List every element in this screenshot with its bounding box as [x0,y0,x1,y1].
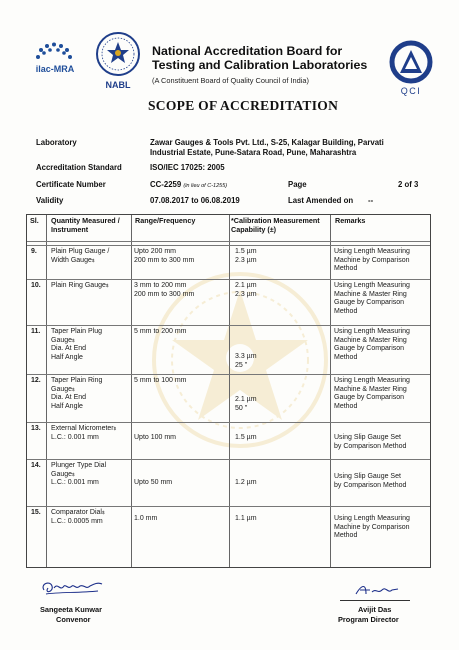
row-13-q1-text: External Micrometer [51,425,114,432]
row-11-cmc [235,353,257,370]
row-12-cmc [235,396,257,413]
row-13-m2: by Comparison Method [334,442,407,450]
row-14-remarks [334,473,406,490]
certificate-note: (in lieu of C-1255) [183,183,228,189]
row-15-sup: $ [101,510,105,515]
row-9-cmc [235,248,257,265]
row-14-cmc: 1.2 µm [235,479,257,486]
svg-text:NABL: NABL [105,80,131,90]
row-11-q2 [51,337,102,346]
row-12-q4: Half Angle [51,402,83,410]
row-13-m1: Using Slip Gauge Set [334,434,401,441]
row-14-q1: Plunger Type Dial [51,462,107,469]
row-11-m3: Gauge by Comparison [334,345,405,353]
row-11-sup: $ [72,337,75,343]
row-10-sl: 10. [31,282,41,289]
row-15-m3: Method [334,532,358,540]
row-15-range: 1.0 mm [134,515,158,522]
row-14-sup: $ [72,471,75,477]
row-10-remarks [334,282,410,316]
row-12-range: 5 mm to 100 mm [134,377,187,384]
validity-label: Validity [36,196,64,205]
row-9-m1: Using Length Measuring [334,248,410,255]
header-sl: Sl. [30,216,39,225]
svg-text:ilac-MRA: ilac-MRA [35,64,75,74]
row-10-m1: Using Length Measuring [334,282,410,289]
row-12-quantity [51,377,102,411]
row-10-r1: 3 mm to 200 mm [134,282,187,289]
row-13-range: Upto 100 mm [134,434,177,441]
row-10-q1: Plain Ring Gauge [51,282,106,289]
row-12-m2: Machine & Master Ring [334,385,407,393]
page-label: Page [288,180,307,189]
row-12-m4: Method [334,402,358,410]
row-10-m2: Machine & Master Ring [334,290,407,298]
row-14-q2-text: Gauge [51,470,73,478]
row-11-q4: Half Angle [51,353,83,361]
row-9-range [134,248,194,265]
row-12-sl: 12. [31,377,41,384]
row-9-c1: 1.5 µm [235,248,257,255]
row-15-q2: L.C.: 0.0005 mm [51,517,103,525]
director-sign-line [340,600,410,601]
convenor-name: Sangeeta Kunwar [40,605,103,614]
header-cmc-line2: Capability (±) [231,224,277,234]
row-12-q1: Taper Plain Ring [51,377,103,384]
row-12-m1: Using Length Measuring [334,377,410,384]
header-range: Range/Frequency [135,216,196,225]
row-15-sl: 15. [31,509,41,516]
org-title-line2: Testing and Calibration Laboratories [152,58,368,72]
row-15-q1-text: Comparator Dial [51,509,102,516]
row-13-quantity [51,425,116,442]
certificate-number: CC-2259 [150,180,182,189]
validity-value: 07.08.2017 to 06.08.2019 [150,196,240,205]
row-11-q1: Taper Plain Plug [51,328,102,335]
row-9-r1: Upto 200 mm [134,248,177,255]
scope-heading: SCOPE OF ACCREDITATION [148,98,339,113]
header-quantity-line1: Quantity Measured / [51,216,120,225]
row-14-quantity [51,462,106,488]
row-10-c2: 2.3 µm [235,290,257,298]
row-12-remarks [334,377,410,411]
header-quantity-line2: Instrument [51,224,89,234]
row-10-quantity [51,282,108,291]
row-14-m2: by Comparison Method [334,481,407,489]
standard-value: ISO/IEC 17025: 2005 [150,163,225,172]
ilac-mra-logo [32,40,78,82]
row-10-sup: $ [105,283,109,288]
row-14-q3: L.C.: 0.001 mm [51,479,99,487]
row-12-q2 [51,386,102,395]
row-9-quantity [51,248,109,265]
row-13-remarks [334,434,406,451]
row-11-c1: 3.3 µm [235,353,257,360]
org-title-line1: National Accreditation Board for [152,44,343,58]
scope-table [26,214,431,568]
row-15-m2: Machine by Comparison [334,523,410,531]
row-9-q1: Plain Plug Gauge / [51,248,110,255]
amended-label: Last Amended on [288,196,354,205]
row-9-m3: Method [334,265,358,273]
row-9-m2: Machine by Comparison [334,256,410,264]
row-13-sl: 13. [31,425,41,432]
row-9-q2 [51,257,109,266]
director-name: Avijit Das [358,605,392,614]
row-11-range: 5 mm to 200 mm [134,328,187,335]
convenor-signature [38,576,108,598]
row-15-q1 [51,509,104,518]
org-title [152,44,392,72]
org-subtitle: (A Constituent Board of Quality Council of India) [152,76,309,85]
row-12-sup: $ [72,386,75,392]
header-cmc-line1: *Calibration Measurement [231,216,320,225]
row-15-cmc: 1.1 µm [235,515,257,522]
row-11-m4: Method [334,353,358,361]
row-9-sl: 9. [31,248,37,255]
row-15-remarks [334,515,410,541]
convenor-title: Convenor [56,615,91,624]
row-13-q2: L.C.: 0.001 mm [51,433,99,441]
header-quantity [51,217,120,234]
row-13-cmc: 1.5 µm [235,434,257,441]
row-11-m1: Using Length Measuring [334,328,410,335]
row-13-q1 [51,425,116,434]
row-14-range: Upto 50 mm [134,479,173,486]
row-14-sl: 14. [31,462,41,469]
amended-value: -- [368,196,374,205]
row-12-m3: Gauge by Comparison [334,394,405,402]
row-9-r2: 200 mm to 300 mm [134,256,195,264]
row-10-range [134,282,194,299]
row-10-cmc [235,282,257,299]
row-11-m2: Machine & Master Ring [334,336,407,344]
page-value: 2 of 3 [398,180,419,189]
standard-label: Accreditation Standard [36,163,122,172]
row-9-q2-text: Width Gauge [51,256,92,264]
certificate-label: Certificate Number [36,180,106,189]
row-11-sl: 11. [31,328,41,335]
row-11-quantity [51,328,102,362]
row-12-q2-text: Gauge [51,385,73,393]
certificate-value [150,180,227,189]
laboratory-label: Laboratory [36,138,77,147]
row-10-r2: 200 mm to 300 mm [134,290,195,298]
row-15-quantity [51,509,104,526]
row-9-sup: $ [91,257,95,263]
laboratory-value [150,138,410,158]
header-cmc [231,217,320,234]
nabl-logo [94,30,142,94]
row-11-q2-text: Gauge [51,336,73,344]
row-13-sup: $ [113,426,117,431]
director-title: Program Director [338,615,399,624]
row-9-remarks [334,248,410,274]
director-signature [352,580,402,600]
row-10-m4: Method [334,307,358,315]
row-12-c1: 2.1 µm [235,396,257,403]
qci-logo [386,40,436,98]
row-10-c1: 2.1 µm [235,282,257,289]
laboratory-line1: Zawar Gauges & Tools Pvt. Ltd., S-25, Kalagar Building, Parvati [150,138,384,147]
row-15-m1: Using Length Measuring [334,515,410,522]
row-14-q2 [51,471,106,480]
row-12-q3: Dia. At End [51,394,87,402]
row-12-c2: 50 " [235,404,248,412]
row-10-m3: Gauge by Comparison [334,299,405,307]
laboratory-line2: Industrial Estate, Pune-Satara Road, Pune, Maharashtra [150,148,357,157]
svg-text:QCI: QCI [400,86,422,96]
header-remarks: Remarks [335,216,366,225]
row-9-c2: 2.3 µm [235,256,257,264]
row-11-q3: Dia. At End [51,345,87,353]
row-11-c2: 25 " [235,361,248,369]
row-11-remarks [334,328,410,362]
row-14-m1: Using Slip Gauge Set [334,473,401,480]
